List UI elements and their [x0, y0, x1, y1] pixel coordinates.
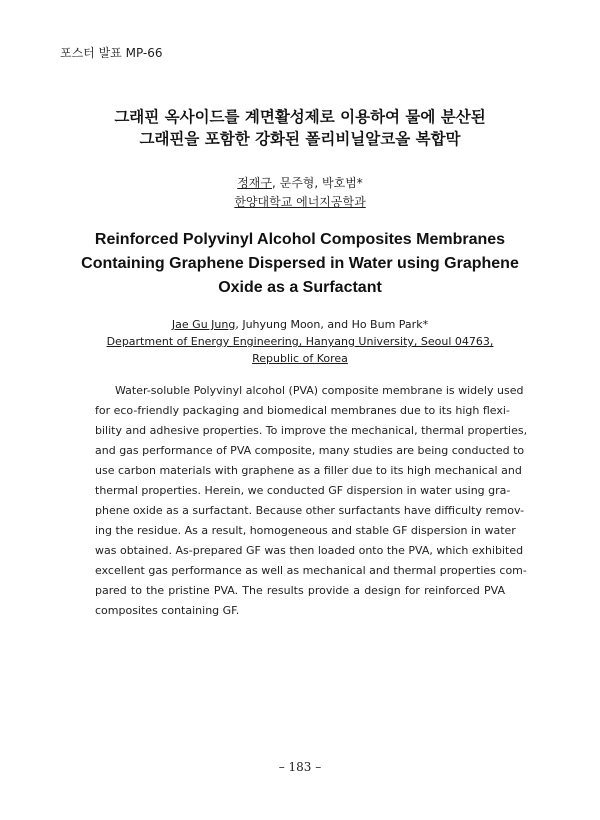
- english-title-line: Oxide as a Surfactant: [218, 279, 382, 296]
- session-label: 포스터 발표 MP-66: [60, 46, 163, 60]
- english-affiliation-line: Department of Energy Engineering, Hanyang University, Seoul 04763,: [106, 335, 494, 348]
- korean-title-line: 그래핀 옥사이드를 계면활성제로 이용하여 물에 분산된: [114, 108, 486, 126]
- english-authors: [40, 316, 560, 367]
- korean-title: [40, 106, 560, 150]
- abstract: [95, 381, 528, 621]
- abstract-line: use carbon materials with graphene as a filler due to its high mechanical and: [95, 464, 522, 477]
- abstract-line: Water-soluble Polyvinyl alcohol (PVA) composite membrane is widely used: [115, 384, 524, 397]
- abstract-line: pared to the pristine PVA. The results provide a design for reinforced PVA: [95, 584, 505, 597]
- abstract-line: excellent gas performance as well as mechanical and thermal properties com-: [95, 564, 527, 577]
- korean-presenting-author: 정재구: [237, 176, 272, 190]
- korean-coauthors: , 문주형, 박호범*: [271, 176, 363, 190]
- abstract-line: thermal properties. Herein, we conducted GF dispersion in water using gra-: [95, 484, 511, 497]
- korean-authors: [40, 174, 560, 212]
- english-title-line: Reinforced Polyvinyl Alcohol Composites Membranes: [94, 231, 506, 248]
- english-affiliation-line: Republic of Korea: [252, 352, 348, 365]
- page-number: – 183 –: [278, 760, 322, 774]
- abstract-line: and gas performance of PVA composite, many studies are being conducted to: [95, 444, 525, 457]
- korean-affiliation: 한양대학교 에너지공학과: [234, 195, 366, 209]
- abstract-line: for eco-friendly packaging and biomedical membranes due to its high flexi-: [95, 404, 510, 417]
- abstract-line: was obtained. As-prepared GF was then loaded onto the PVA, which exhibited: [95, 544, 524, 557]
- english-presenting-author: Jae Gu Jung: [171, 318, 236, 331]
- english-coauthors: , Juhyung Moon, and Ho Bum Park*: [235, 318, 429, 331]
- abstract-line: ing the residue. As a result, homogeneous and stable GF dispersion in water: [95, 524, 516, 537]
- english-title: [40, 228, 560, 300]
- abstract-line: composites containing GF.: [95, 604, 240, 617]
- abstract-line: bility and adhesive properties. To improve the mechanical, thermal properties,: [95, 424, 528, 437]
- english-title-line: Containing Graphene Dispersed in Water using Graphene: [81, 255, 519, 272]
- korean-title-line: 그래핀을 포함한 강화된 폴리비닐알코올 복합막: [139, 130, 461, 148]
- abstract-line: phene oxide as a surfactant. Because other surfactants have difficulty remov-: [95, 504, 525, 517]
